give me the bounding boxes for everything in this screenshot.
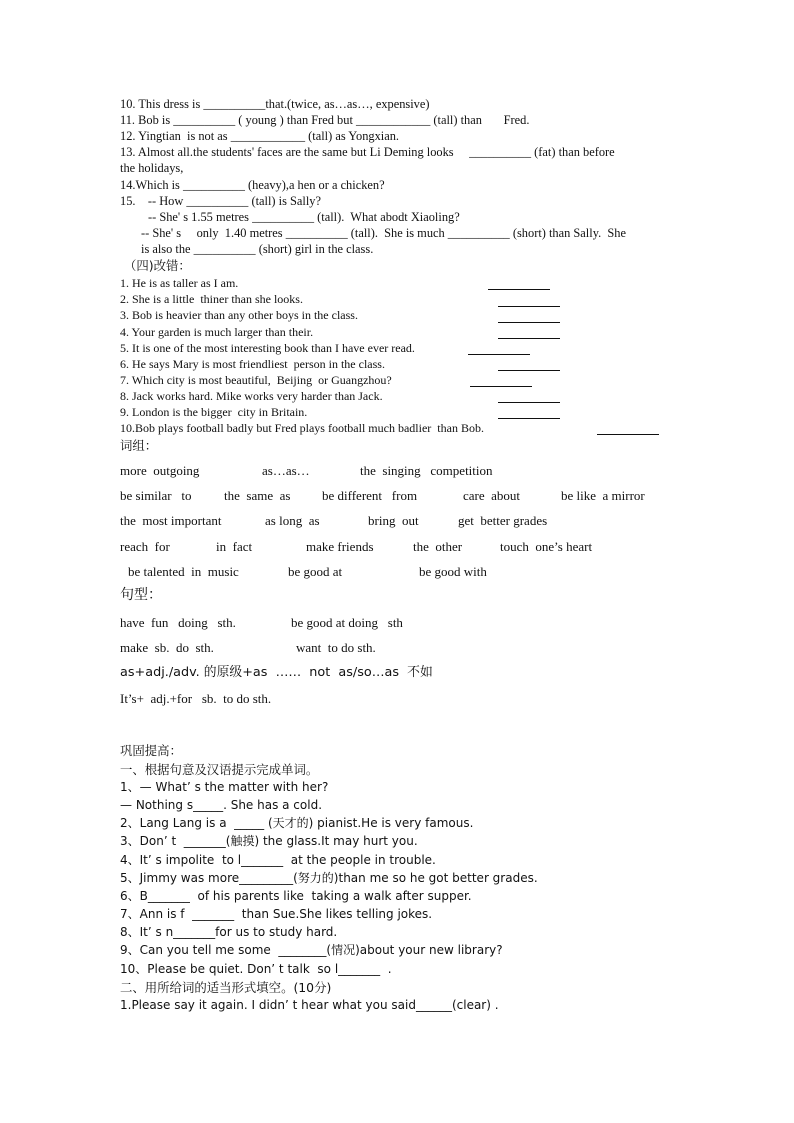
exercise-line: -- She' s 1.55 metres __________ (tall). What abodt Xiaoling?	[148, 210, 460, 224]
question: 10、Please be quiet. Don’ t talk so l_______ .	[120, 962, 392, 976]
answer-blank[interactable]	[498, 418, 560, 419]
question: — Nothing s_____. She has a cold.	[120, 798, 323, 812]
section1-heading: 一、根据句意及汉语提示完成单词。	[120, 762, 319, 777]
phrase: the singing competition	[360, 463, 493, 478]
phrase: the other	[413, 539, 463, 554]
phrase: be good at	[288, 564, 343, 579]
pattern: be good at doing sth	[291, 615, 403, 630]
question: 1.Please say it again. I didn’ t hear what you said______(clear) .	[120, 998, 499, 1012]
answer-blank[interactable]	[597, 434, 659, 435]
pattern: make sb. do sth.	[120, 640, 214, 655]
phrase: be good with	[419, 564, 487, 579]
phrase: touch one’s heart	[500, 539, 593, 554]
exercise-line: is also the __________ (short) girl in the class.	[141, 242, 374, 256]
exercise-line: 15. -- How __________ (tall) is Sally?	[120, 194, 321, 208]
answer-blank[interactable]	[498, 370, 560, 371]
phrase: be different from	[322, 488, 418, 503]
phrase: in fact	[216, 539, 253, 554]
phrase: as long as	[265, 513, 320, 528]
answer-blank[interactable]	[498, 306, 560, 307]
question: 7、Ann is f _______ than Sue.She likes telling jokes.	[120, 907, 433, 921]
answer-blank[interactable]	[498, 402, 560, 403]
correction-item: 5. It is one of the most interesting book than I have ever read.	[120, 341, 415, 355]
phrase: be similar to	[120, 488, 192, 503]
exercise-line: 12. Yingtian is not as ____________ (tall) as Yongxian.	[120, 129, 400, 143]
phrase: the most important	[120, 513, 222, 528]
exercise-line: 13. Almost all.the students' faces are the same but Li Deming looks __________ (fat) than before	[120, 145, 615, 159]
correction-item: 3. Bob is heavier than any other boys in the class.	[120, 308, 358, 322]
correction-heading: （四)改错：	[124, 258, 191, 273]
pattern: want to do sth.	[296, 640, 376, 655]
section2-heading: 二、用所给词的适当形式填空。(10分)	[120, 980, 332, 995]
exercise-line: 11. Bob is __________ ( young ) than Fred but ____________ (tall) than Fred.	[120, 113, 530, 127]
phrase: care about	[463, 488, 521, 503]
phrase: make friends	[306, 539, 374, 554]
question: 1、— What’ s the matter with her?	[120, 780, 329, 794]
correction-item: 6. He says Mary is most friendliest person in the class.	[120, 357, 385, 371]
exercise-line: 14.Which is __________ (heavy),a hen or a chicken?	[120, 178, 385, 192]
phrase: get better grades	[458, 513, 548, 528]
answer-blank[interactable]	[498, 322, 560, 323]
answer-blank[interactable]	[468, 354, 530, 355]
correction-item: 8. Jack works hard. Mike works very harder than Jack.	[120, 389, 383, 403]
phrase: more outgoing	[120, 463, 200, 478]
correction-item: 10.Bob plays football badly but Fred plays football much badlier than Bob.	[120, 421, 484, 435]
exercise-line: the holidays,	[120, 161, 184, 175]
phrase: the same as	[224, 488, 291, 503]
phrase: bring out	[368, 513, 419, 528]
question: 8、It’ s n_______for us to study hard.	[120, 925, 338, 939]
question: 9、Can you tell me some ________(情况)about your new library?	[120, 943, 503, 957]
pattern: as+adj./adv. 的原级+as …… not as/so…as 不如	[120, 665, 433, 680]
exercise-line: -- She' s only 1.40 metres __________ (tall). She is much __________ (short) than Sally. She	[141, 226, 626, 240]
consolidation-heading: 巩固提高：	[120, 743, 182, 758]
correction-item: 7. Which city is most beautiful, Beijing or Guangzhou?	[120, 373, 392, 387]
patterns-heading: 句型：	[120, 587, 162, 603]
correction-item: 9. London is the bigger city in Britain.	[120, 405, 308, 419]
correction-item: 1. He is as taller as I am.	[120, 276, 239, 290]
phrase: reach for	[120, 539, 170, 554]
phrase: be talented in music	[128, 564, 239, 579]
correction-item: 2. She is a little thiner than she looks.	[120, 292, 303, 306]
answer-blank[interactable]	[488, 289, 550, 290]
question: 3、Don’ t _______(触摸) the glass.It may hurt you.	[120, 834, 418, 848]
phrases-heading: 词组：	[120, 438, 158, 453]
question: 5、Jimmy was more_________(努力的)than me so he got better grades.	[120, 871, 538, 885]
answer-blank[interactable]	[498, 338, 560, 339]
question: 2、Lang Lang is a _____ (天才的) pianist.He is very famous.	[120, 816, 474, 830]
pattern: It’s+ adj.+for sb. to do sth.	[120, 691, 272, 706]
phrase: as…as…	[262, 463, 310, 478]
pattern: have fun doing sth.	[120, 615, 236, 630]
correction-item: 4. Your garden is much larger than their.	[120, 325, 314, 339]
question: 4、It’ s impolite to l_______ at the people in trouble.	[120, 853, 436, 867]
phrase: be like a mirror	[561, 488, 645, 503]
answer-blank[interactable]	[470, 386, 532, 387]
exercise-line: 10. This dress is __________that.(twice, as…as…, expensive)	[120, 97, 430, 111]
question: 6、B_______ of his parents like taking a walk after supper.	[120, 889, 472, 903]
